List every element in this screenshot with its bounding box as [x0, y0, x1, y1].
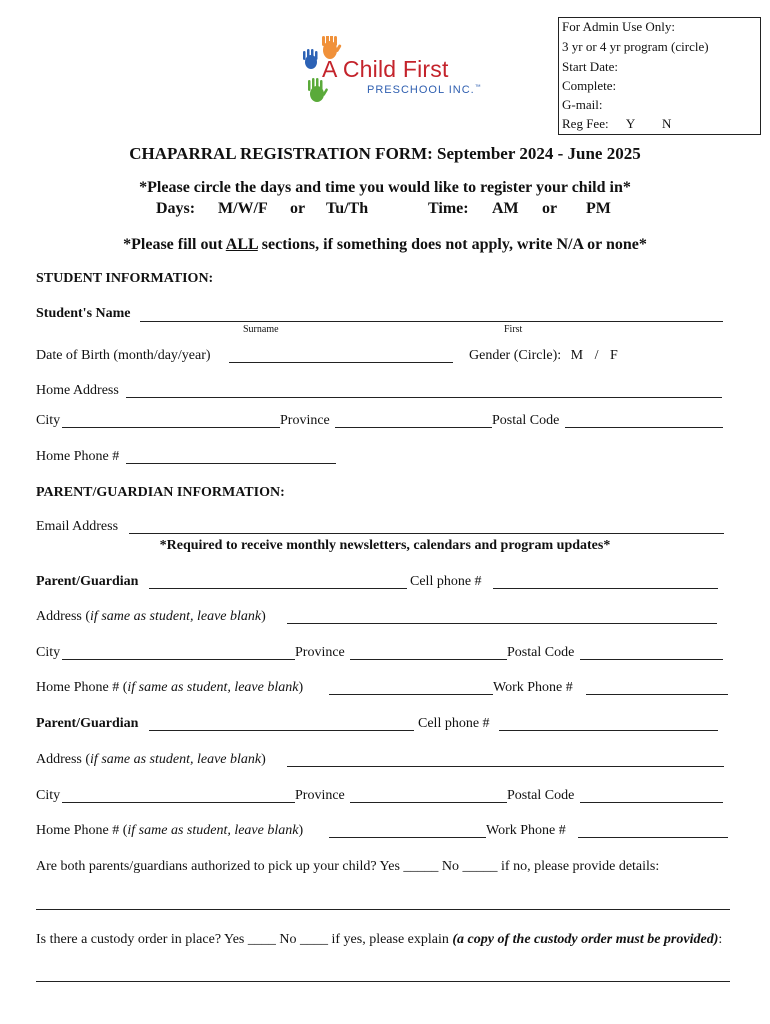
parent2-home-phone-prefix: Home Phone # (: [36, 823, 128, 838]
parent1-address-italic: if same as student, leave blank: [90, 609, 262, 624]
form-title: CHAPARRAL REGISTRATION FORM: September 2024 - June 2025: [129, 144, 641, 163]
dob-label: Date of Birth (month/day/year): [36, 348, 211, 363]
time-or: or: [542, 200, 558, 217]
parent1-address-suffix: ): [261, 609, 266, 624]
admin-fee-yes: Y: [625, 116, 635, 131]
parent1-address-line[interactable]: [287, 623, 717, 624]
pickup-details-line[interactable]: [36, 909, 730, 910]
parent1-home-phone-prefix: Home Phone # (: [36, 680, 128, 695]
parent1-label: Parent/Guardian: [36, 574, 139, 589]
parent2-address-suffix: ): [261, 752, 266, 767]
parent2-address-prefix: Address (: [36, 752, 91, 767]
student-postal-line[interactable]: [565, 427, 723, 428]
parent1-province-line[interactable]: [350, 659, 507, 660]
logo-tm: ™: [474, 84, 482, 91]
admin-fee-no: N: [661, 116, 672, 131]
dob-line[interactable]: [229, 362, 453, 363]
parent2-cell-line[interactable]: [499, 730, 718, 731]
parent1-line[interactable]: [149, 588, 407, 589]
student-province-label: Province: [280, 413, 330, 428]
home-address-label: Home Address: [36, 383, 119, 398]
student-phone-line[interactable]: [126, 463, 336, 464]
fill-instruction: [0, 236, 770, 254]
first-caption: First: [504, 324, 523, 335]
student-name-line[interactable]: [140, 321, 723, 322]
student-city-line[interactable]: [62, 427, 280, 428]
parent2-postal-label: Postal Code: [507, 788, 575, 803]
admin-reg-fee: [562, 116, 671, 132]
parent2-home-phone-line[interactable]: [329, 837, 486, 838]
parent2-cell-label: Cell phone #: [418, 716, 490, 731]
email-line[interactable]: [129, 533, 724, 534]
parent2-work-label: Work Phone #: [486, 823, 566, 838]
parent1-address-prefix: Address (: [36, 609, 91, 624]
admin-title: For Admin Use Only:: [562, 19, 676, 34]
surname-caption: Surname: [243, 324, 279, 335]
student-city-label: City: [36, 413, 61, 428]
email-note: *Required to receive monthly newsletters, calendars and program updates*: [159, 538, 611, 553]
student-postal-label: Postal Code: [492, 413, 560, 428]
custody-question-end: :: [718, 932, 723, 947]
pickup-question: Are both parents/guardians authorized to pick up your child? Yes _____ No _____ if no, please provide details:: [36, 859, 660, 874]
parent2-address-line[interactable]: [287, 766, 724, 767]
custody-question: [36, 931, 730, 949]
time-option-am: AM: [492, 200, 519, 217]
custody-question-italic: (a copy of the custody order must be provided): [452, 932, 719, 947]
logo-name: A Child First: [322, 56, 449, 82]
days-or: or: [290, 200, 306, 217]
student-heading: STUDENT INFORMATION:: [36, 271, 214, 286]
parent2-province-line[interactable]: [350, 802, 507, 803]
parent2-line[interactable]: [149, 730, 414, 731]
admin-start-date: Start Date:: [562, 59, 618, 74]
logo-subtitle-text: PRESCHOOL INC.: [367, 84, 475, 96]
gender-sep: /: [594, 348, 599, 363]
student-province-line[interactable]: [335, 427, 492, 428]
parent2-label: Parent/Guardian: [36, 716, 139, 731]
home-address-line[interactable]: [126, 397, 722, 398]
parent1-postal-line[interactable]: [580, 659, 723, 660]
parent2-home-phone-label: [36, 823, 303, 839]
parent2-home-phone-suffix: ): [298, 823, 304, 838]
days-option-tuth: Tu/Th: [326, 200, 369, 217]
parent1-home-phone-line[interactable]: [329, 694, 493, 695]
parent2-work-line[interactable]: [578, 837, 728, 838]
parent2-province-label: Province: [295, 788, 345, 803]
fill-all: ALL: [225, 236, 258, 253]
parent2-address-label: [36, 752, 266, 768]
admin-program: 3 yr or 4 yr program (circle): [562, 39, 709, 54]
parent1-work-line[interactable]: [586, 694, 728, 695]
days-option-mwf: M/W/F: [218, 200, 268, 217]
student-phone-label: Home Phone #: [36, 449, 120, 464]
parent1-home-phone-suffix: ): [298, 680, 304, 695]
days-label: Days:: [156, 200, 196, 217]
custody-details-line[interactable]: [36, 981, 730, 982]
gender-m: M: [570, 348, 584, 363]
parent1-city-label: City: [36, 645, 61, 660]
parent1-province-label: Province: [295, 645, 345, 660]
parent2-home-phone-italic: if same as student, leave blank: [127, 823, 299, 838]
parent1-home-phone-label: [36, 680, 303, 696]
parent2-address-italic: if same as student, leave blank: [90, 752, 262, 767]
gender-label: Gender (Circle):: [469, 348, 562, 363]
parent1-postal-label: Postal Code: [507, 645, 575, 660]
parent1-city-line[interactable]: [62, 659, 295, 660]
parent1-home-phone-italic: if same as student, leave blank: [127, 680, 299, 695]
fill-prefix: *Please fill out: [123, 236, 226, 253]
admin-reg-fee-label: Reg Fee:: [562, 116, 609, 131]
time-option-pm: PM: [586, 200, 611, 217]
time-label: Time:: [428, 200, 469, 217]
student-name-label: Student's Name: [36, 306, 131, 321]
parent1-work-label: Work Phone #: [493, 680, 573, 695]
logo-subtitle: [367, 84, 482, 96]
parent1-cell-label: Cell phone #: [410, 574, 482, 589]
admin-use-box: [558, 17, 761, 135]
gender-row: [469, 348, 618, 364]
fill-suffix: sections, if something does not apply, write N/A or none*: [257, 236, 647, 253]
admin-gmail: G-mail:: [562, 97, 603, 112]
parent2-city-line[interactable]: [62, 802, 295, 803]
parent1-cell-line[interactable]: [493, 588, 718, 589]
circle-instruction: *Please circle the days and time you would like to register your child in*: [139, 179, 631, 196]
parent2-postal-line[interactable]: [580, 802, 723, 803]
parent1-address-label: [36, 609, 266, 625]
gender-f: F: [609, 348, 618, 363]
custody-question-text: Is there a custody order in place? Yes ____ No ____ if yes, please explain: [36, 932, 453, 947]
parent2-city-label: City: [36, 788, 61, 803]
admin-complete: Complete:: [562, 78, 617, 93]
parent-heading: PARENT/GUARDIAN INFORMATION:: [36, 485, 285, 500]
email-label: Email Address: [36, 519, 119, 534]
